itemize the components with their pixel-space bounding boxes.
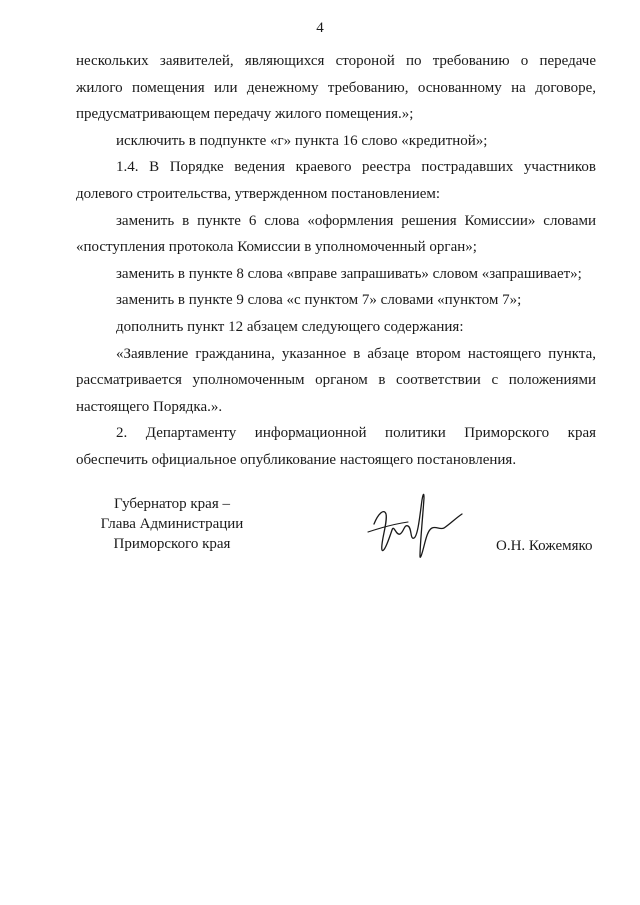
text-line: «Заявление гражданина, указанное в абзаце втором настоящего пункта, — [116, 345, 596, 362]
text-line: нескольких заявителей, являющихся стороной по требованию о передаче — [76, 53, 596, 69]
text-line: 1.4. В Порядке ведения краевого реестра пострадавших участников — [116, 159, 596, 176]
signatory-title-line: Глава Администрации — [100, 516, 244, 532]
text-line: долевого строительства, утвержденном постановлением: — [76, 185, 441, 202]
text-line: «поступления протокола Комиссии в уполномоченный орган»; — [76, 239, 477, 256]
handwritten-signature — [360, 484, 470, 564]
text-line: настоящего Порядка.». — [76, 398, 223, 415]
text-line: обеспечить официальное опубликование настоящего постановления. — [76, 451, 517, 468]
text-line: заменить в пункте 6 слова «оформления решения Комиссии» словами — [116, 212, 596, 229]
text-line: дополнить пункт 12 абзацем следующего содержания: — [116, 318, 464, 335]
text-line: жилого помещения или денежному требованию, основанному на договоре, — [76, 79, 596, 96]
text-line: заменить в пункте 9 слова «с пунктом 7» словами «пунктом 7»; — [116, 292, 522, 309]
text-line: 2. Департаменту информационной политики Приморского края — [116, 425, 596, 442]
text-line: рассматривается уполномоченным органом в соответствии с положениями — [76, 372, 596, 389]
page-number: 4 — [316, 20, 324, 36]
document-body — [76, 48, 596, 474]
text-line: заменить в пункте 8 слова «вправе запрашивать» словом «запрашивает»; — [116, 265, 582, 282]
signature-block — [0, 494, 640, 574]
text-line: предусматривающем передачу жилого помещения.»; — [76, 106, 414, 123]
signatory-title-line: Губернатор края – — [114, 496, 230, 512]
signatory-name: О.Н. Кожемяко — [496, 538, 593, 554]
signatory-title — [82, 494, 262, 554]
text-line: исключить в подпункте «г» пункта 16 слово «кредитной»; — [116, 132, 488, 149]
signatory-title-line: Приморского края — [113, 536, 231, 552]
